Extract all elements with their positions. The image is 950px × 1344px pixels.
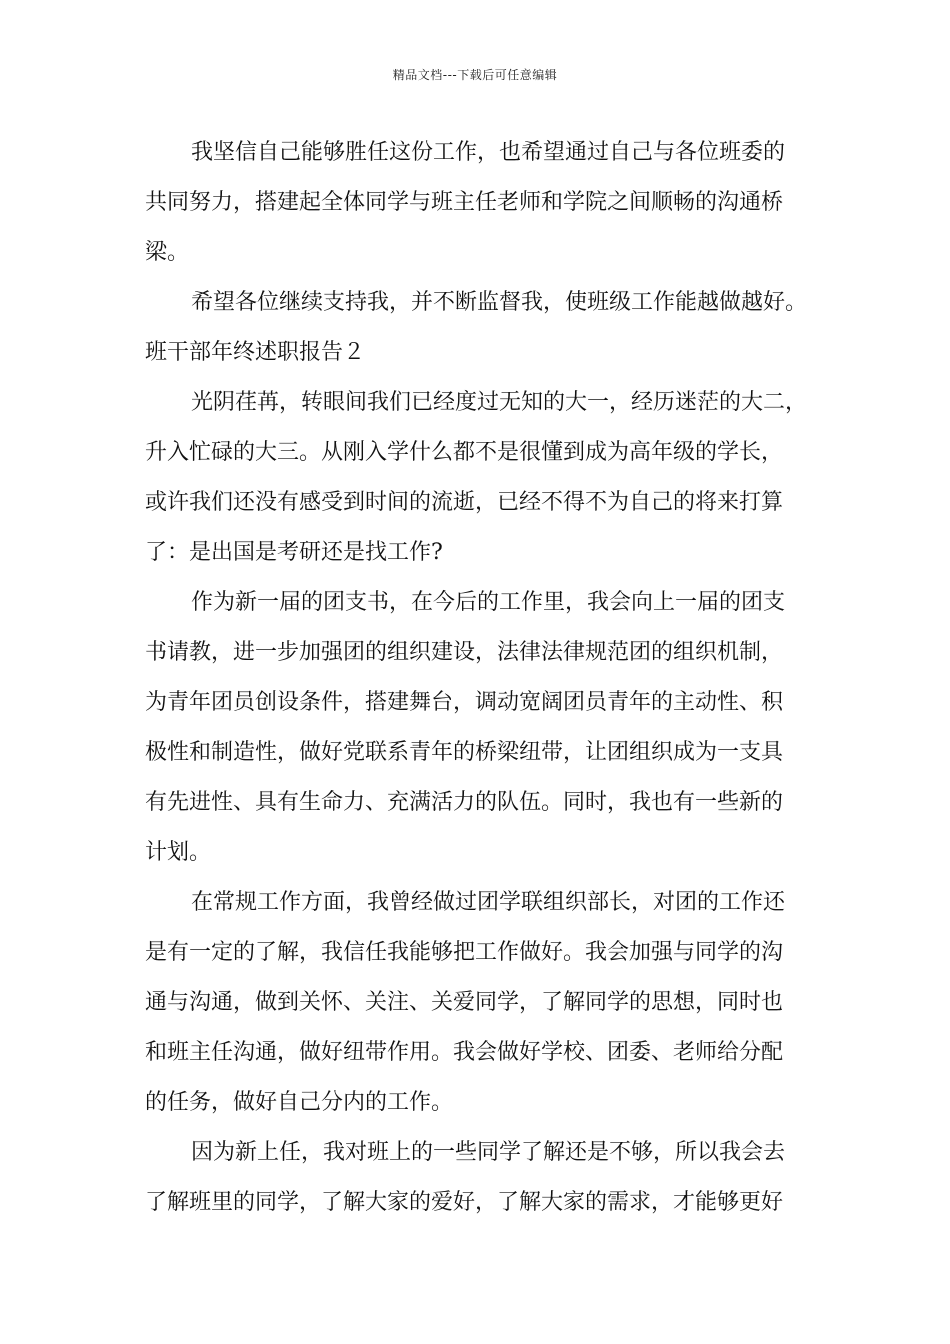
text-line: 了解班里的同学，了解大家的爱好，了解大家的需求，才能够更好 bbox=[145, 1190, 784, 1215]
text-line: 因为新上任，我对班上的一些同学了解还是不够，所以我会去 bbox=[191, 1140, 786, 1165]
text-line: 为青年团员创设条件，搭建舞台，调动宽阔团员青年的主动性、积 bbox=[145, 690, 784, 715]
text-line: 梁。 bbox=[145, 240, 190, 265]
text-line: 书请教，进一步加强团的组织建设，法律法律规范团的组织机制， bbox=[145, 640, 784, 665]
text-line: 极性和制造性，做好党联系青年的桥梁纽带，让团组织成为一支具 bbox=[145, 740, 784, 765]
document-body bbox=[145, 128, 810, 1228]
text-line: 计划。 bbox=[145, 840, 212, 865]
text-line: 是有一定的了解，我信任我能够把工作做好。我会加强与同学的沟 bbox=[145, 940, 784, 965]
text-line: 的任务，做好自己分内的工作。 bbox=[145, 1090, 454, 1115]
text-line: 和班主任沟通，做好纽带作用。我会做好学校、团委、老师给分配 bbox=[145, 1040, 784, 1065]
text-line: 光阴荏苒，转眼间我们已经度过无知的大一，经历迷茫的大二， bbox=[191, 390, 808, 415]
text-line: 希望各位继续支持我，并不断监督我，使班级工作能越做越好。 bbox=[191, 290, 808, 315]
text-line: 我坚信自己能够胜任这份工作，也希望通过自己与各位班委的 bbox=[191, 140, 786, 165]
text-line: 了：是出国是考研还是找工作? bbox=[145, 540, 443, 565]
text-line: 通与沟通，做到关怀、关注、关爱同学，了解同学的思想，同时也 bbox=[145, 990, 784, 1015]
text-line: 或许我们还没有感受到时间的流逝，已经不得不为自己的将来打算 bbox=[145, 490, 784, 515]
text-line: 作为新一届的团支书，在今后的工作里，我会向上一届的团支 bbox=[191, 590, 786, 615]
text-line: 有先进性、具有生命力、充满活力的队伍。同时，我也有一些新的 bbox=[145, 790, 784, 815]
section-heading: 班干部年终述职报告２ bbox=[145, 340, 366, 365]
text-line: 共同努力，搭建起全体同学与班主任老师和学院之间顺畅的沟通桥 bbox=[145, 190, 784, 215]
page-header: 精品文档---下载后可任意编辑 bbox=[392, 68, 558, 82]
text-line: 在常规工作方面，我曾经做过团学联组织部长，对团的工作还 bbox=[191, 890, 786, 915]
text-line: 升入忙碌的大三。从刚入学什么都不是很懂到成为高年级的学长， bbox=[145, 440, 784, 465]
